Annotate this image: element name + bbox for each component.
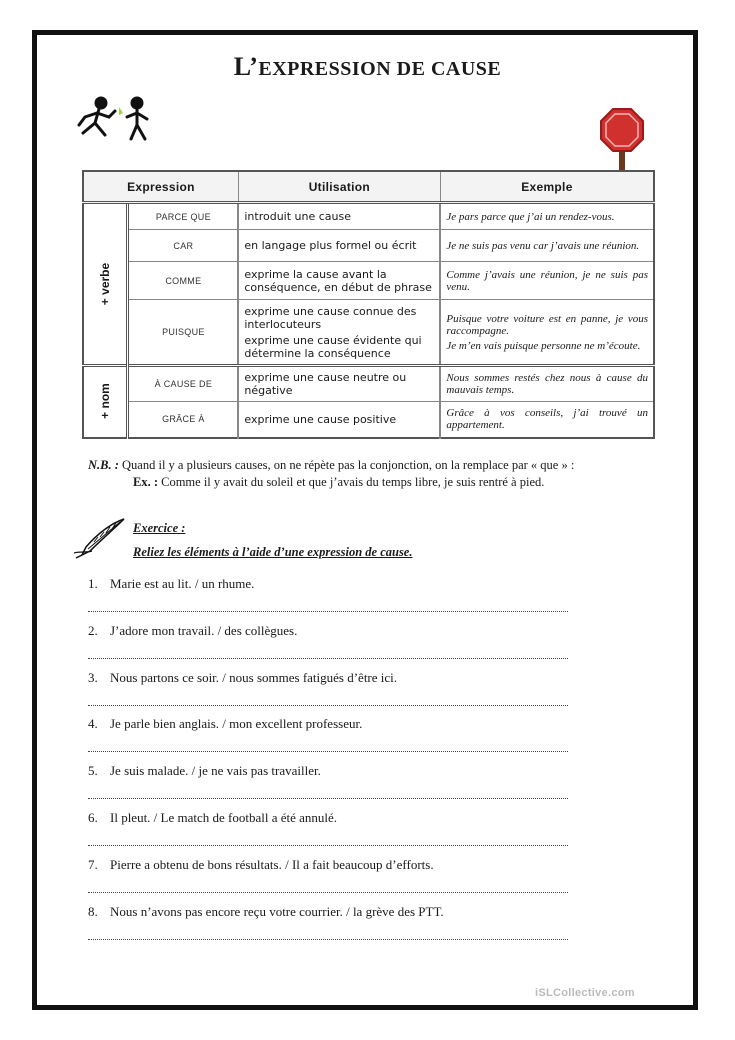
answer-line[interactable] <box>88 658 568 659</box>
conj-a-cause-de: À CAUSE DE <box>128 366 239 402</box>
answer-line[interactable] <box>88 705 568 706</box>
example-cell: Je ne suis pas venu car j’avais une réunion. <box>440 230 654 262</box>
exercise-item <box>88 763 321 779</box>
exercise-item-number: 2. <box>88 622 98 638</box>
group-verbe: + verbe <box>83 203 128 366</box>
use-cell: introduit une cause <box>238 203 440 230</box>
answer-line[interactable] <box>88 751 568 752</box>
answer-line[interactable] <box>88 611 568 612</box>
nota-bene-example: Ex. : Comme il y avait du soleil et que j’avais du temps libre, je suis rentré à pied. <box>133 475 545 489</box>
use-cell: exprime une cause neutre ou négative <box>238 366 440 402</box>
answer-line[interactable] <box>88 845 568 846</box>
exercise-item-text: Il pleut. / Le match de football a été annulé. <box>110 810 338 825</box>
conj-puisque: PUISQUE <box>128 300 239 366</box>
answer-line[interactable] <box>88 939 568 940</box>
answer-line[interactable] <box>88 892 568 893</box>
exercise-item-number: 5. <box>88 763 98 779</box>
conj-comme: COMME <box>128 262 239 300</box>
exercise-item-text: Je parle bien anglais. / mon excellent professeur. <box>110 716 363 732</box>
use-cell: exprime la cause avant la conséquence, en début de phrase <box>238 262 440 300</box>
exercise-item <box>88 576 254 592</box>
example-cell: Comme j’avais une réunion, je ne suis pas venu. <box>440 262 654 300</box>
conj-car: CAR <box>128 230 239 262</box>
exercise-item-text: Marie est au lit. / un rhume. <box>110 576 255 591</box>
exercise-item <box>88 857 434 873</box>
exercise-item <box>88 810 337 826</box>
exercise-item-text: Nous partons ce soir. / nous sommes fatigués d’être ici. <box>110 669 398 685</box>
exercise-item <box>88 904 444 920</box>
footer-watermark: iSLCollective.com <box>535 987 635 999</box>
use-cell: en langage plus formel ou écrit <box>238 230 440 262</box>
exercise-item <box>88 670 397 686</box>
exercise-item-text: J’adore mon travail. / des collègues. <box>110 622 298 638</box>
cause-table <box>82 170 655 439</box>
header-exemple: Exemple <box>440 171 654 203</box>
conj-grace-a: GRÂCE À <box>128 402 239 438</box>
page-title: L’EXPRESSION DE CAUSE <box>233 52 502 81</box>
exercise-item <box>88 623 297 639</box>
example-cell: Nous sommes restés chez nous à cause du mauvais temps. <box>440 366 654 402</box>
exercise-instruction: Reliez les éléments à l’aide d’une expression de cause. <box>133 545 413 559</box>
use-cell: exprime une cause connue des interlocuteurs exprime une cause évidente qui détermine la conséquence <box>238 300 440 366</box>
exercise-item-text: Je suis malade. / je ne vais pas travailler. <box>110 763 321 779</box>
exercise-item-number: 6. <box>88 810 98 825</box>
answer-line[interactable] <box>88 798 568 799</box>
exercise-item <box>88 716 362 732</box>
exercise-item-number: 7. <box>88 856 98 872</box>
exercise-item-number: 8. <box>88 903 98 919</box>
exercise-item-number: 3. <box>88 669 98 685</box>
example-cell: Puisque votre voiture est en panne, je vous raccompagne. Je m’en vais puisque personne ne m’écoute. <box>440 300 654 366</box>
quill-pen-icon <box>72 515 128 560</box>
use-cell: exprime une cause positive <box>238 402 440 438</box>
group-nom: + nom <box>83 366 128 438</box>
exercise-item-text: Pierre a obtenu de bons résultats. / Il a fait beaucoup d’efforts. <box>110 856 434 872</box>
header-expression: Expression <box>83 171 238 203</box>
example-cell: Grâce à vos conseils, j’ai trouvé un appartement. <box>440 402 654 438</box>
exercise-item-number: 1. <box>88 576 98 591</box>
stop-sign-icon <box>598 106 646 176</box>
runners-icon <box>75 95 155 145</box>
header-utilisation: Utilisation <box>238 171 440 203</box>
conj-parce-que: PARCE QUE <box>128 203 239 230</box>
exercise-item-number: 4. <box>88 716 98 732</box>
nota-bene: N.B. : Quand il y a plusieurs causes, on ne répète pas la conjonction, on la remplace par « que » : <box>88 458 575 472</box>
example-cell: Je pars parce que j’ai un rendez-vous. <box>440 203 654 230</box>
exercise-item-text: Nous n’avons pas encore reçu votre courrier. / la grève des PTT. <box>110 903 444 919</box>
exercise-heading: Exercice : <box>133 521 186 535</box>
